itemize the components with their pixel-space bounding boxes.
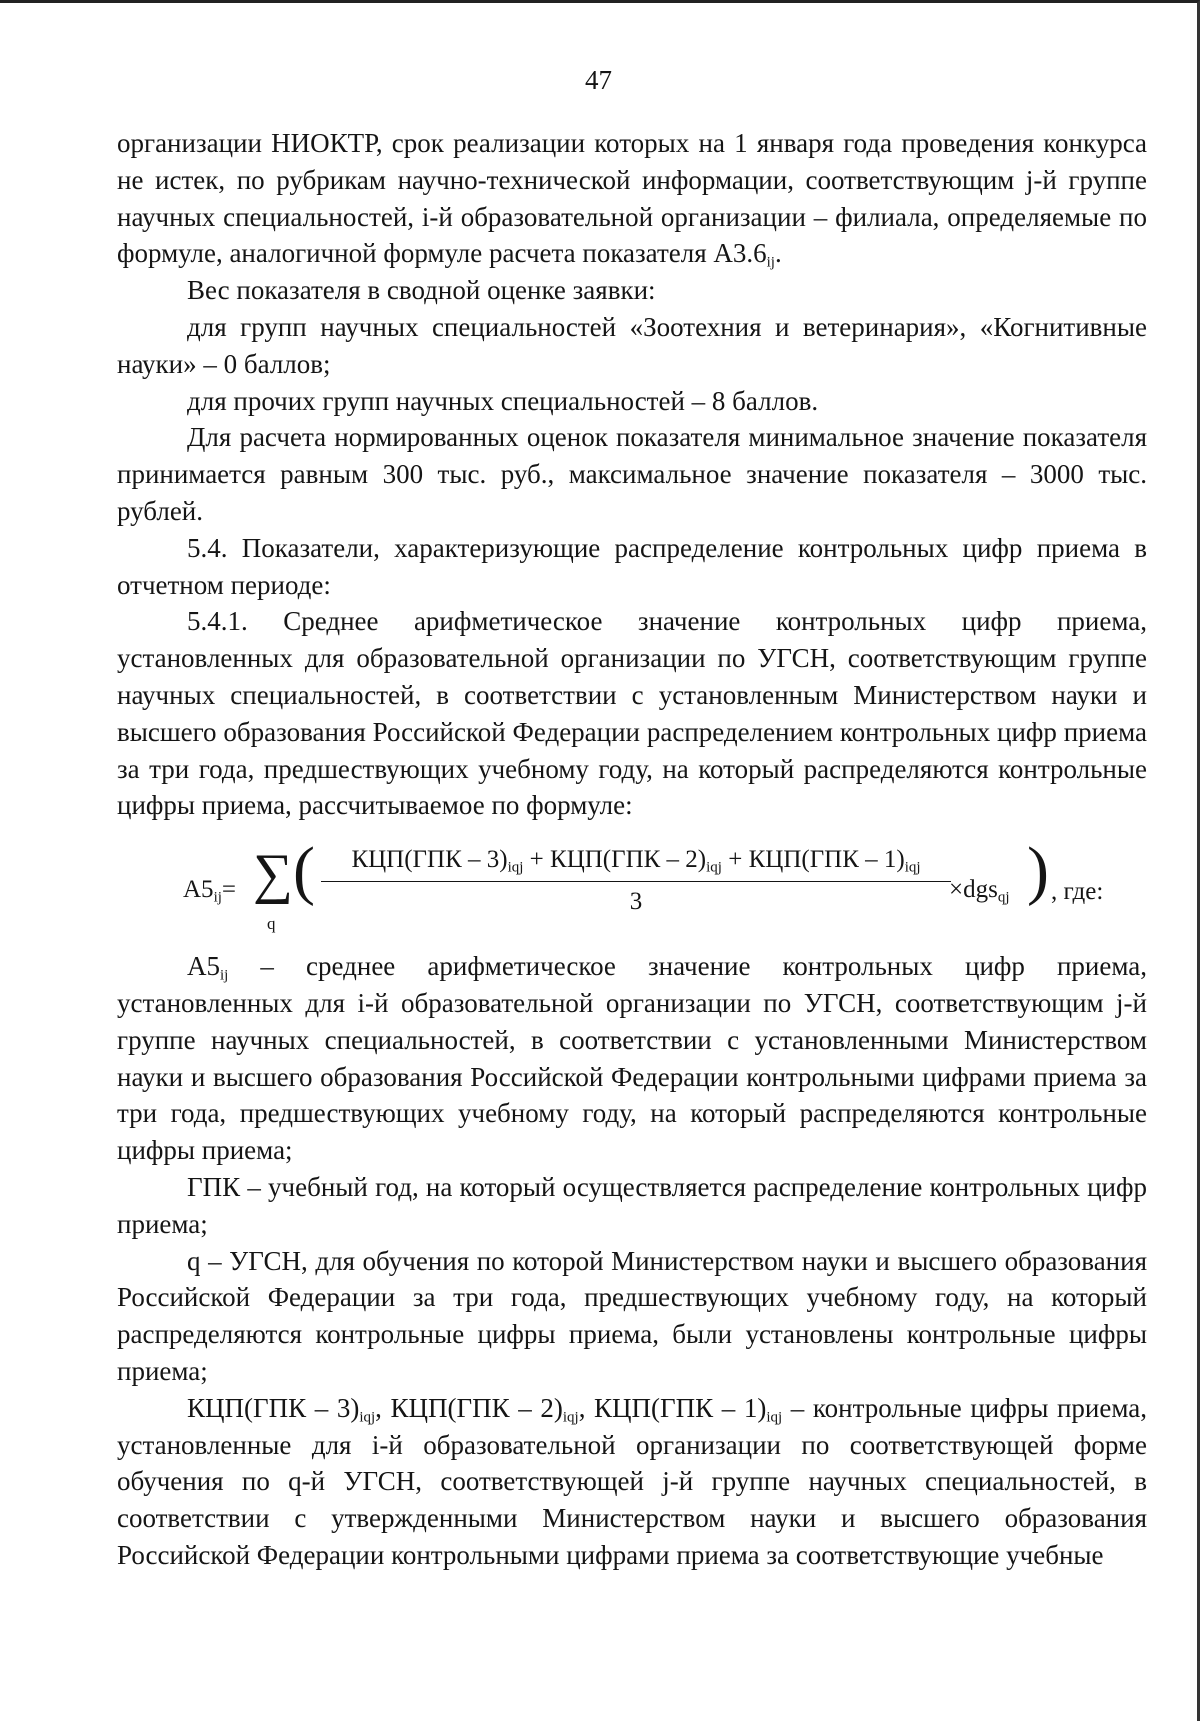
formula-lhs (183, 872, 236, 909)
kcp-term-2: , КЦП(ГПК – 2) (375, 1392, 563, 1423)
formula-lhs-subscript: ij (213, 889, 222, 906)
index-subscript: ij (766, 254, 775, 271)
definition-q: q – УГСН, для обучения по которой Министерством науки и высшего образования Российской Федерации за три года, предшествующих учебному году, на который распределяются контрольные цифры приема, были установлены контрольные цифры приема; (117, 1245, 1147, 1386)
formula-multiplier (949, 872, 1010, 909)
paragraph-1-end: . (774, 238, 782, 269)
section-5-4-1: 5.4.1. Среднее арифметическое значение контрольных цифр приема, установленных для образовательной организации по УГСН, соответствующим группе научных специальностей, в соответствии с установленным Министерством науки и высшего образования Российской Федерации распределением контрольных цифр приема за три года, предшествующих учебному году, на который распределяются контрольные цифры приема, рассчитываемое по формуле: (117, 606, 1147, 821)
formula-a5 (117, 834, 1147, 934)
formula-fraction (321, 842, 951, 921)
paragraph-weight-groups: для групп научных специальностей «Зоотехния и ветеринария», «Когнитивные науки» – 0 баллов; (117, 311, 1147, 379)
definition-a5 (117, 948, 1147, 1169)
paragraph-1-text: организации НИОКТР, срок реализации которых на 1 января года проведения конкурса не истек, по рубрикам научно-технической информации, соответствующим j-й группе научных специальностей, i-й образовательной организации – филиала, определяемые по формуле, аналогичной формуле расчета показателя А3.6 (117, 128, 1147, 269)
formula-numerator (321, 842, 951, 882)
right-parenthesis: ) (1027, 834, 1049, 908)
document-body (117, 125, 1147, 1574)
multiplier-subscript: qj (997, 889, 1010, 906)
sum-index: q (267, 914, 276, 934)
numerator-term-1: КЦП(ГПК – 3) (351, 846, 508, 874)
kcp-term-3: , КЦП(ГПК – 1) (578, 1392, 767, 1423)
kcp-sub-1: iqj (359, 1409, 376, 1426)
kcp-term-1: КЦП(ГПК – 3) (187, 1392, 360, 1423)
formula-denominator: 3 (629, 887, 643, 915)
numerator-sub-2: iqj (706, 859, 722, 876)
paragraph-1 (117, 125, 1147, 272)
section-5-4-heading: 5.4. Показатели, характеризующие распределение контрольных цифр приема в отчетном периоде: (117, 532, 1147, 600)
multiplier-symbol: ×dgs (949, 876, 998, 904)
numerator-sub-1: iqj (507, 859, 524, 876)
paragraph-weight-other: для прочих групп научных специальностей – 8 баллов. (187, 385, 819, 416)
page-number: 47 (585, 65, 612, 95)
kcp-sub-2: iqj (562, 1409, 579, 1426)
formula-equals: = (221, 876, 237, 904)
paragraph-normalization: Для расчета нормированных оценок показателя минимальное значение показателя принимается равным 300 тыс. руб., максимальное значение показателя – 3000 тыс. рублей. (117, 422, 1147, 526)
definition-kcp (117, 1390, 1147, 1574)
left-parenthesis: ( (293, 834, 315, 908)
kcp-text: – контрольные цифры приема, установленные для i-й образовательной организации по соответствующей форме обучения по q-й УГСН, соответствующей j-й группе научных специальностей, в соответствии с утвержденными Министерством науки и высшего образования Российской Федерации контрольными цифрами приема за соответствующие учебные (117, 1392, 1148, 1570)
paragraph-weight-heading: Вес показателя в сводной оценке заявки: (187, 275, 656, 306)
sigma-symbol: ∑ (253, 843, 293, 906)
numerator-term-2: + КЦП(ГПК – 2) (523, 846, 707, 874)
formula-lhs-symbol: А5 (183, 876, 214, 904)
definition-a5-symbol: А5 (187, 951, 220, 982)
kcp-sub-3: iqj (766, 1409, 783, 1426)
formula-tail: , где: (1051, 878, 1104, 906)
definition-gpk: ГПК – учебный год, на который осуществляется распределение контрольных цифр приема; (117, 1171, 1147, 1239)
definition-a5-subscript: ij (220, 967, 229, 984)
definition-a5-text: – среднее арифметическое значение контрольных цифр приема, установленных для i-й образовательной организации по УГСН, соответствующим j-й группе научных специальностей, в соответствии с установленными Министерством науки и высшего образования Российской Федерации контрольными цифрами приема за три года, предшествующих учебному году, на который распределяются контрольные цифры приема; (117, 951, 1147, 1166)
numerator-term-3: + КЦП(ГПК – 1) (721, 846, 905, 874)
numerator-sub-3: iqj (904, 859, 921, 876)
